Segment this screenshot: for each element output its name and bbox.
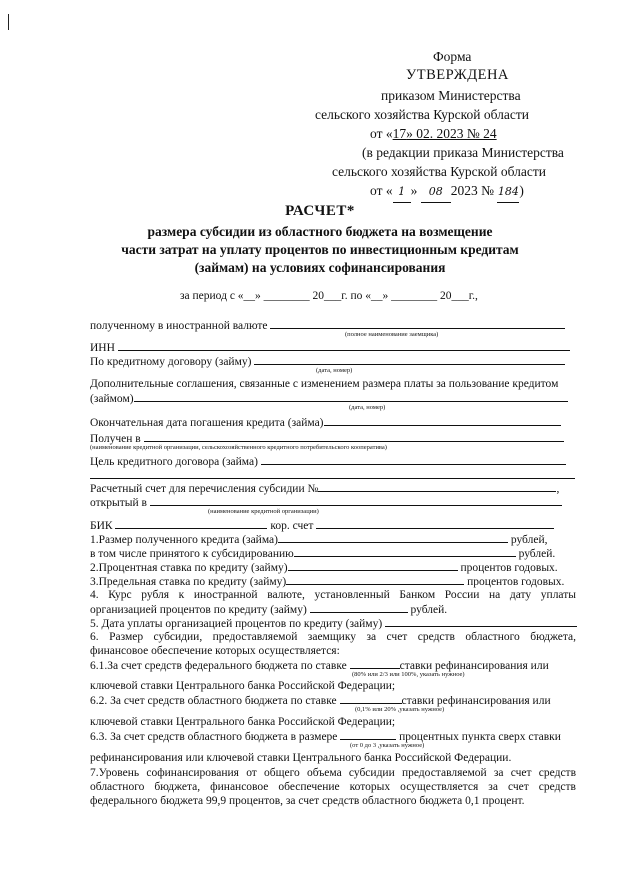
account-number-input[interactable] — [318, 481, 556, 492]
account-field: Расчетный счет для перечисления субсидии № , — [90, 483, 560, 495]
bik-input[interactable] — [115, 518, 267, 529]
order-line-1: приказом Министерства — [381, 88, 521, 103]
exchange-rate-input[interactable] — [310, 602, 408, 613]
loan-agreement-hint: (дата, номер) — [316, 367, 353, 374]
borrower-name-input[interactable] — [270, 318, 565, 329]
item-4-exchange-rate-value: организацией процентов по кредиту (займу) рублей. — [90, 604, 448, 616]
opened-bank-input[interactable] — [150, 495, 562, 506]
item-6-1-federal: 6.1.За счет средств федерального бюджета по ставке ставки рефинансирования или — [90, 660, 549, 672]
item-4-exchange-rate: 4. Курс рубля к иностранной валюте, установленный Банком России на дату уплаты — [90, 589, 576, 601]
document-title: РАСЧЕТ* — [285, 203, 355, 219]
received-hint: (наименование кредитной организации, сельскохозяйственного кредитного потребительского кооператива) — [90, 444, 387, 451]
received-input[interactable] — [144, 431, 564, 442]
item-6-subsidy-size-cont: финансовое обеспечение которых осуществляется: — [90, 645, 340, 657]
edition-line-1: (в редакции приказа Министерства — [362, 145, 564, 160]
additional-agreements-field: (займом) — [90, 391, 568, 406]
item-6-subsidy-size: 6. Размер субсидии, предоставляемой заемщику за счет средств областного бюджета, — [90, 631, 576, 643]
inn-input[interactable] — [118, 340, 570, 351]
form-label: Форма — [433, 49, 472, 64]
item-1-loan-amount: 1.Размер полученного кредита (займа) рублей, — [90, 534, 548, 546]
item-6-1-hint: (80% или 2/3 или 100%, указать нужное) — [352, 671, 465, 678]
item-7-cofinancing-cont-2: федерального бюджета 99,9 процентов, за счет средств областного бюджета 0,1 процент. — [90, 795, 525, 807]
item-7-cofinancing-cont-1: областного бюджета, финансовое обеспечение которых осуществляется за счет средств — [90, 781, 576, 793]
opened-field: открытый в — [90, 495, 562, 510]
period-line: за период с «__» ________ 20___г. по «__» ________ 20___г., — [180, 290, 478, 302]
regional-rate-input[interactable] — [340, 693, 402, 704]
item-6-2-hint: (0,1% или 20% ,указать нужное) — [355, 706, 445, 713]
inn-field: ИНН — [90, 340, 570, 355]
item-6-3-points: 6.3. За счет средств областного бюджета в размере процентных пункта сверх ставки — [90, 731, 561, 743]
item-5-payment-date: 5. Дата уплаты организацией процентов по кредиту (займу) — [90, 616, 577, 631]
bik-field: БИК кор. счет — [90, 518, 554, 533]
loan-agreement-input[interactable] — [254, 354, 565, 365]
purpose-input[interactable] — [261, 454, 566, 465]
item-6-2-regional: 6.2. За счет средств областного бюджета по ставке ставки рефинансирования или — [90, 695, 551, 707]
title-line-3: (займам) на условиях софинансирования — [194, 260, 446, 275]
title-line-2: части затрат на уплату процентов по инвестиционным кредитам — [121, 242, 519, 257]
interest-rate-input[interactable] — [288, 560, 458, 571]
purpose-field: Цель кредитного договора (займа) — [90, 454, 566, 469]
opened-hint: (наименование кредитной организации) — [208, 508, 319, 515]
currency-field: полученному в иностранной валюте — [90, 318, 565, 333]
order-line-2: сельского хозяйства Курской области — [315, 107, 530, 122]
final-date-input[interactable] — [324, 415, 561, 426]
additional-agreements-input[interactable] — [134, 391, 568, 402]
currency-hint: (полное наименование заемщика) — [345, 331, 439, 338]
loan-agreement-field: По кредитному договору (займу) — [90, 354, 565, 369]
final-date-field: Окончательная дата погашения кредита (займа) — [90, 415, 561, 430]
item-7-cofinancing: 7.Уровень софинансирования от общего объема субсидии предоставляемой за счет средств — [90, 767, 576, 779]
item-6-2-regional-cont: ключевой ставки Центрального банка Российской Федерации; — [90, 716, 396, 728]
subsidized-amount-input[interactable] — [294, 546, 516, 557]
max-rate-input[interactable] — [286, 574, 464, 585]
extra-points-input[interactable] — [340, 729, 396, 740]
received-field: Получен в — [90, 431, 564, 446]
additional-agreements-label: Дополнительные соглашения, связанные с изменением размера платы за пользование кредитом — [90, 378, 559, 390]
edition-date: от « 1 » 08 2023 № 184) — [370, 181, 524, 203]
loan-amount-input[interactable] — [278, 532, 508, 543]
purpose-input-line-2[interactable] — [90, 468, 575, 479]
corr-account-input[interactable] — [316, 518, 554, 529]
payment-date-input[interactable] — [385, 616, 577, 627]
item-6-1-federal-cont: ключевой ставки Центрального банка Российской Федерации; — [90, 680, 396, 692]
federal-rate-input[interactable] — [350, 658, 400, 669]
item-6-3-hint: (от 0 до 3 ,указать нужное) — [350, 742, 425, 749]
item-3-max-rate: 3.Предельная ставка по кредиту (займу) процентов годовых. — [90, 576, 565, 588]
scan-edge-mark — [8, 14, 9, 30]
item-2-interest-rate: 2.Процентная ставка по кредиту (займу) процентов годовых. — [90, 562, 558, 574]
edition-line-2: сельского хозяйства Курской области — [332, 164, 547, 179]
item-1-subsidized-amount: в том числе принятого к субсидированию рублей. — [90, 548, 556, 560]
item-6-3-points-cont: рефинансирования или ключевой ставки Центрального банка Российской Федерации. — [90, 752, 512, 764]
title-line-1: размера субсидии из областного бюджета на возмещение — [147, 224, 493, 239]
approved-label: УТВЕРЖДЕНА — [406, 67, 509, 83]
additional-agreements-hint: (дата, номер) — [349, 404, 386, 411]
order-date: от «17» 02. 2023 № 24 — [370, 126, 497, 141]
